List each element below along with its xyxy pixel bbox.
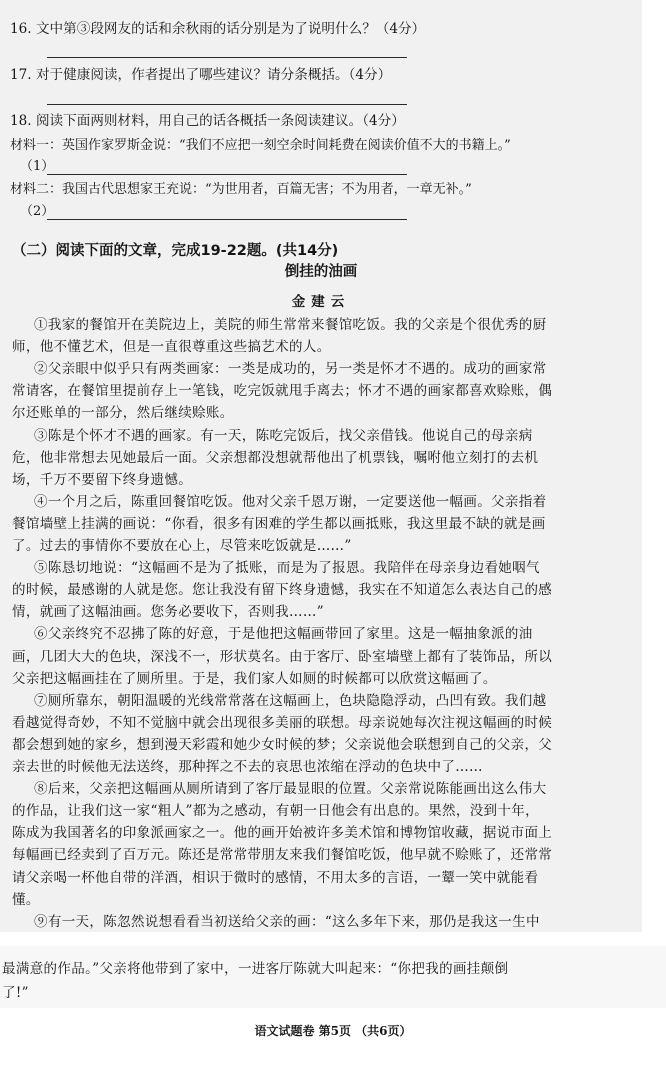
passage-line: 父亲把这幅画挂在了厕所里。于是，我们家人如厕的时候都可以欣赏这幅画了。	[12, 670, 497, 687]
passage-line: 请父亲喝一杯他自带的洋酒，相识于微时的感情，不用太多的言语，一颦一笑中就能看	[12, 869, 539, 886]
passage-line: 情，就画了这幅油画。您务必要收下，否则我……”	[12, 604, 324, 621]
passage-line: 的作品，让我们这一家“粗人”都为之感动，有朝一日他会有出息的。果然，没到十年，	[12, 803, 539, 820]
passage-line: 的时候，最感谢的人就是您。您让我没有留下终身遗憾，我实在不知道怎么表达自己的感	[12, 582, 553, 599]
passage-line: ④一个月之后，陈重回餐馆吃饭。他对父亲千恩万谢，一定要送他一幅画。父亲指着	[34, 493, 547, 510]
answer-line	[47, 57, 407, 58]
passage-line: 每幅画已经卖到了百万元。陈还是常常带朋友来我们餐馆吃饭，他早就不赊账了，还常常	[12, 847, 553, 864]
continuation-line: 了!”	[2, 985, 29, 1001]
passage-line: 场，千万不要留下终身遗憾。	[12, 471, 193, 488]
passage-line: 师，他不懂艺术，但是一直很尊重这些搞艺术的人。	[12, 339, 331, 356]
passage-line: 陈成为我国著名的印象派画家之一。他的画开始被许多美术馆和博物馆收藏，据说市面上	[12, 825, 553, 842]
passage-line: 亲去世的时候他无法送终，那种挥之不去的哀思也浓缩在浮动的色块中了……	[12, 759, 483, 775]
passage-line: 常请客，在餐馆里提前存上一笔钱，吃完饭就甩手离去；怀才不遇的画家都喜欢赊账，偶	[12, 383, 553, 400]
question-18: 18. 阅读下面两则材料，用自己的话各概括一条阅读建议。（4分）	[10, 113, 405, 129]
passage-line: ①我家的餐馆开在美院边上，美院的师生常常来餐馆吃饭。我的父亲是个很优秀的厨	[34, 317, 547, 333]
question-17: 17. 对于健康阅读，作者提出了哪些建议？请分条概括。（4分）	[10, 67, 392, 83]
passage-line: 了。过去的事情你不要放在心上，尽管来吃饭就是……”	[12, 538, 352, 554]
passage-line: 餐馆墙壁上挂满的画说：“你看，很多有困难的学生都以画抵账，我这里最不缺的就是画	[12, 515, 546, 532]
continuation-line: 最满意的作品。”父亲将他带到了家中，一进客厅陈就大叫起来：“你把我的画挂颠倒	[2, 961, 509, 977]
answer-line	[47, 174, 407, 175]
article-title: 倒挂的油画	[284, 264, 358, 280]
passage-line: ⑨有一天，陈忽然说想看看当初送给父亲的画：“这么多年下来，那仍是我这一生中	[34, 913, 540, 930]
passage-line: 画，几团大大的色块，深浅不一，形状莫名。由于客厅、卧室墙壁上都有了装饰品，所以	[12, 648, 553, 665]
article-author: 金建云	[291, 294, 351, 310]
section-heading: （二）阅读下面的文章，完成19-22题。(共14分)	[12, 243, 339, 259]
material-2: 材料二：我国古代思想家王充说：“为世用者，百篇无害；不为用者，一章无补。”	[10, 182, 472, 197]
passage-line: 懂。	[12, 891, 40, 908]
answer-label-2: （2）	[20, 204, 55, 219]
passage-line: 都会想到她的家乡，想到漫天彩霞和她少女时候的梦；父亲说他会联想到自己的父亲，父	[12, 736, 553, 753]
page-footer: 语文试题卷 第5页 （共6页）	[254, 1024, 412, 1038]
passage-line: ⑤陈恳切地说：“这幅画不是为了抵账，而是为了报恩。我陪伴在母亲身边看她咽气	[34, 560, 540, 577]
material-1: 材料一：英国作家罗斯金说：“我们不应把一刻空余时间耗费在阅读价值不大的书籍上。”	[10, 138, 511, 153]
passage-line: 看越觉得奇妙，不知不觉脑中就会出现很多美丽的联想。母亲说她每次注视这幅画的时候	[12, 714, 553, 731]
passage-line: 危，他非常想去见她最后一面。父亲想都没想就帮他出了机票钱，嘱咐他立刻打的去机	[12, 449, 539, 466]
passage-line: ⑧后来，父亲把这幅画从厕所请到了客厅最显眼的位置。父亲常说陈能画出这么伟大	[34, 781, 547, 798]
passage-line: 尔还账单的一部分，然后继续赊账。	[12, 405, 234, 422]
page-bottom-scan	[0, 946, 666, 1008]
passage-line: ⑦厕所靠东，朝阳温暖的光线常常落在这幅画上，色块隐隐浮动，凸凹有致。我们越	[34, 692, 547, 709]
answer-label-1: （1）	[20, 159, 55, 174]
passage-line: ②父亲眼中似乎只有两类画家：一类是成功的，另一类是怀才不遇的。成功的画家常	[34, 361, 547, 378]
question-16: 16. 文中第③段网友的话和余秋雨的话分别是为了说明什么？（4分）	[10, 21, 426, 37]
answer-line	[47, 219, 407, 220]
passage-line: ③陈是个怀才不遇的画家。有一天，陈吃完饭后，找父亲借钱。他说自己的母亲病	[34, 427, 533, 444]
passage-line: ⑥父亲终究不忍拂了陈的好意，于是他把这幅画带回了家里。这是一幅抽象派的油	[34, 626, 533, 643]
answer-line	[47, 104, 407, 105]
